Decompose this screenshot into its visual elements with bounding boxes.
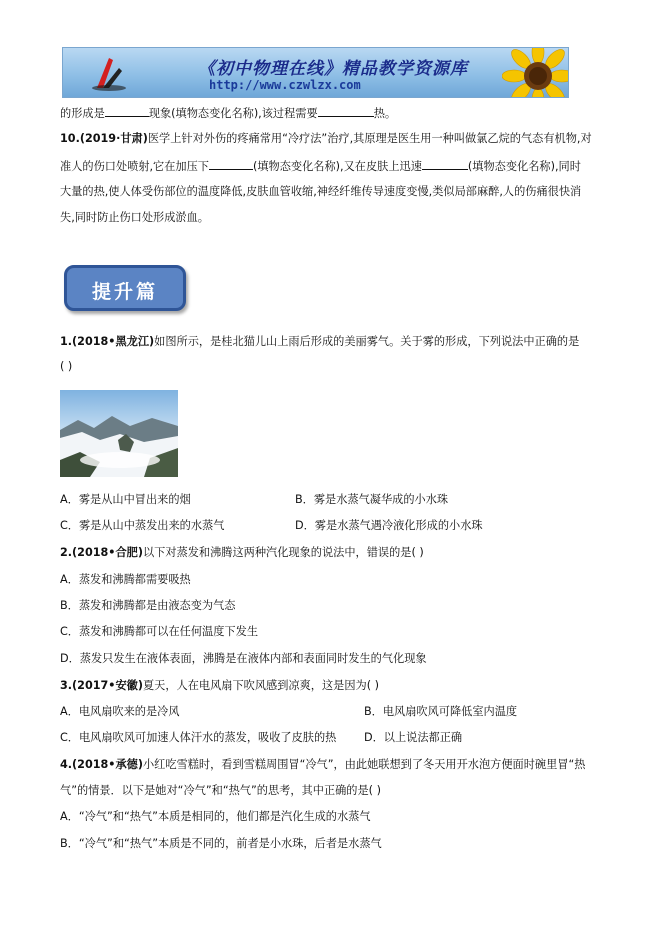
q9-text-3: 热。 (373, 107, 397, 120)
option-b[interactable]: B．“冷气”和“热气”本质是不同的，前者是小水珠，后者是水蒸气 (60, 837, 382, 850)
option-d[interactable]: D．以上说法都正确 (364, 731, 463, 744)
option-c[interactable]: C．蒸发和沸腾都可以在任何温度下发生 (60, 625, 259, 638)
question-text: 如图所示，是桂北猫儿山上雨后形成的美丽雾气。关于雾的形成，下列说法中正确的是 (154, 335, 580, 348)
answer-blank[interactable] (318, 106, 374, 117)
section-header-advanced (64, 265, 186, 311)
question-number: 4. (60, 758, 73, 771)
question-text: 以下对蒸发和沸腾这两种汽化现象的说法中，错误的是( ) (142, 546, 424, 559)
question-4-line-2: 气”的情景．以下是她对“冷气”和“热气”的思考，其中正确的是( ) (60, 784, 381, 797)
option-a[interactable]: A．“冷气”和“热气”本质是相同的，他们都是汽化生成的水蒸气 (60, 810, 371, 823)
question-text: 夏天，人在电风扇下吹风感到凉爽，这是因为( ) (142, 679, 379, 692)
option-d[interactable]: D．雾是水蒸气遇冷液化形成的小水珠 (295, 519, 483, 532)
option-d[interactable]: D．蒸发只发生在液体表面，沸腾是在液体内部和表面同时发生的气化现象 (60, 652, 427, 665)
option-b[interactable]: B．蒸发和沸腾都是由液态变为气态 (60, 599, 236, 612)
question-source: (2019·甘肃) (79, 132, 148, 145)
header-banner (62, 47, 569, 98)
question-10-line-4: 失,同时防止伤口处形成淤血。 (60, 211, 209, 224)
option-b[interactable]: B．电风扇吹风可降低室内温度 (364, 705, 518, 718)
question-10-line-1 (60, 132, 592, 146)
question-number: 2. (60, 546, 73, 559)
mountain-fog-photo (60, 390, 178, 477)
option-b[interactable]: B．雾是水蒸气凝华成的小水珠 (295, 493, 449, 506)
answer-blank[interactable] (209, 159, 253, 170)
option-c[interactable]: C．电风扇吹风可加速人体汗水的蒸发，吸收了皮肤的热 (60, 731, 337, 744)
question-source: (2018•合肥) (72, 546, 143, 559)
question-9-tail (60, 106, 396, 121)
question-source: (2018•黑龙江) (72, 335, 155, 348)
option-a[interactable]: A．电风扇吹来的是冷风 (60, 705, 180, 718)
banner-title: 《初中物理在线》精品教学资源库 (198, 59, 468, 79)
question-text: (填物态变化名称),同时 (467, 160, 581, 173)
question-text: 小红吃雪糕时，看到雪糕周围冒“冷气”，由此她联想到了冬天用开水泡方便面时碗里冒“热 (142, 758, 586, 771)
question-1-line-1 (60, 335, 579, 349)
question-text: 准人的伤口处喷射,它在加压下 (60, 160, 209, 173)
question-3-stem (60, 679, 379, 693)
question-10-line-3: 大量的热,使人体受伤部位的温度降低,皮肤血管收缩,神经纤维传导速度变慢,类似局部麻醉,人的伤痛很快消 (60, 185, 582, 198)
question-source: (2017•安徽) (72, 679, 143, 692)
question-10-line-2 (60, 159, 581, 174)
q9-text-1: 的形成是 (60, 107, 105, 120)
question-4-line-1 (60, 758, 585, 772)
question-1-paren: ( ) (60, 360, 73, 373)
question-number: 1. (60, 335, 73, 348)
option-c[interactable]: C．雾是从山中蒸发出来的水蒸气 (60, 519, 225, 532)
q9-text-2: 现象(填物态变化名称),该过程需要 (148, 107, 318, 120)
question-text: (填物态变化名称),又在皮肤上迅速 (253, 160, 422, 173)
question-number: 3. (60, 679, 73, 692)
question-text: 医学上针对外伤的疼痛常用“冷疗法”治疗,其原理是医生用一种叫做氯乙烷的气态有机物,对 (147, 132, 592, 145)
answer-blank[interactable] (422, 159, 468, 170)
answer-blank[interactable] (105, 106, 149, 117)
sunflower-icon (502, 47, 569, 98)
section-label: 提升篇 (91, 281, 158, 303)
question-number: 10. (60, 132, 80, 145)
question-2-stem (60, 546, 424, 560)
logo-icon (89, 54, 129, 92)
option-a[interactable]: A．蒸发和沸腾都需要吸热 (60, 573, 191, 586)
option-a[interactable]: A．雾是从山中冒出来的烟 (60, 493, 191, 506)
banner-url: http://www.czwlzx.com (209, 78, 361, 92)
question-source: (2018•承德) (72, 758, 143, 771)
